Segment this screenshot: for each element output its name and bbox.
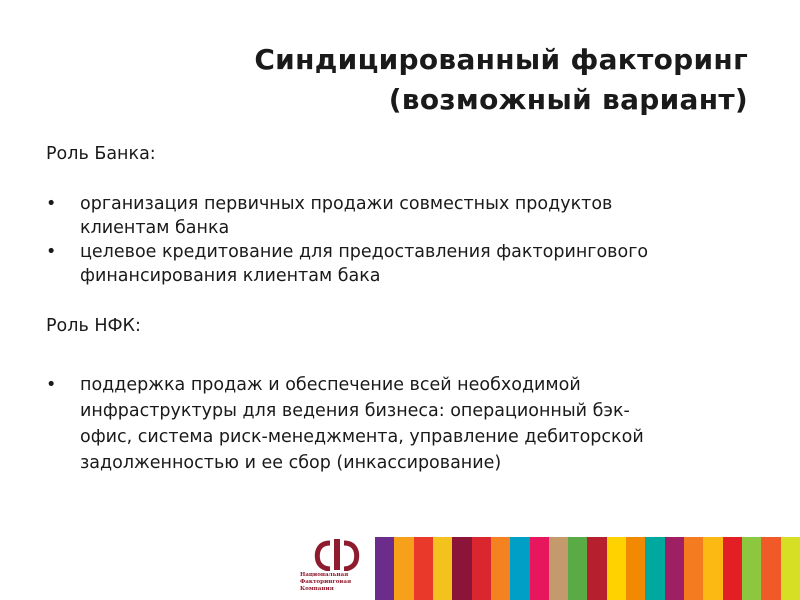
stripe [414,537,433,600]
nfk-logo-icon [310,537,364,571]
list-item-line: офис, система риск-менеджмента, управление дебиторской [80,427,644,447]
logo-text [300,572,374,593]
stripe [723,537,742,600]
stripe [626,537,645,600]
bullet-icon: • [46,194,57,214]
stripe [703,537,722,600]
list-item [46,240,746,288]
stripe [394,537,413,600]
stripe [375,537,394,600]
list-item-line: инфраструктуры для ведения бизнеса: операционный бэк- [80,401,630,421]
stripe [433,537,452,600]
logo-text-line: Национальная [300,572,349,578]
stripe [452,537,471,600]
stripe [549,537,568,600]
bullet-icon: • [46,375,57,395]
stripe [665,537,684,600]
slide-title [254,40,748,120]
stripe [761,537,780,600]
stripe [530,537,549,600]
logo-text-line: Компания [300,586,334,592]
stripe [684,537,703,600]
stripe [472,537,491,600]
stripe [491,537,510,600]
company-logo [300,537,374,597]
stripe [607,537,626,600]
logo-text-line: Факторинговая [300,579,352,585]
list-item-line: организация первичных продажи совместных продуктов [80,194,613,214]
bank-role-heading: Роль Банка: [46,144,156,164]
stripe [781,537,800,600]
stripe [742,537,761,600]
stripe [510,537,529,600]
title-line-2: (возможный вариант) [388,83,748,116]
nfk-role-list [46,372,746,476]
nfk-role-heading: Роль НФК: [46,316,141,336]
list-item-line: целевое кредитование для предоставления факторингового [80,242,649,262]
list-item-line: задолженностью и ее сбор (инкассирование) [80,453,502,473]
bullet-icon: • [46,242,57,262]
stripe [587,537,606,600]
list-item [46,372,746,476]
list-item [46,192,746,240]
stripe [568,537,587,600]
list-item-line: поддержка продаж и обеспечение всей необходимой [80,375,581,395]
bank-role-list [46,192,746,288]
slide-body [46,142,746,476]
list-item-line: клиентам банка [80,218,230,238]
decorative-stripes [375,537,800,600]
list-item-line: финансирования клиентам бака [80,266,381,286]
title-line-1: Синдицированный факторинг [254,43,748,76]
stripe [645,537,664,600]
